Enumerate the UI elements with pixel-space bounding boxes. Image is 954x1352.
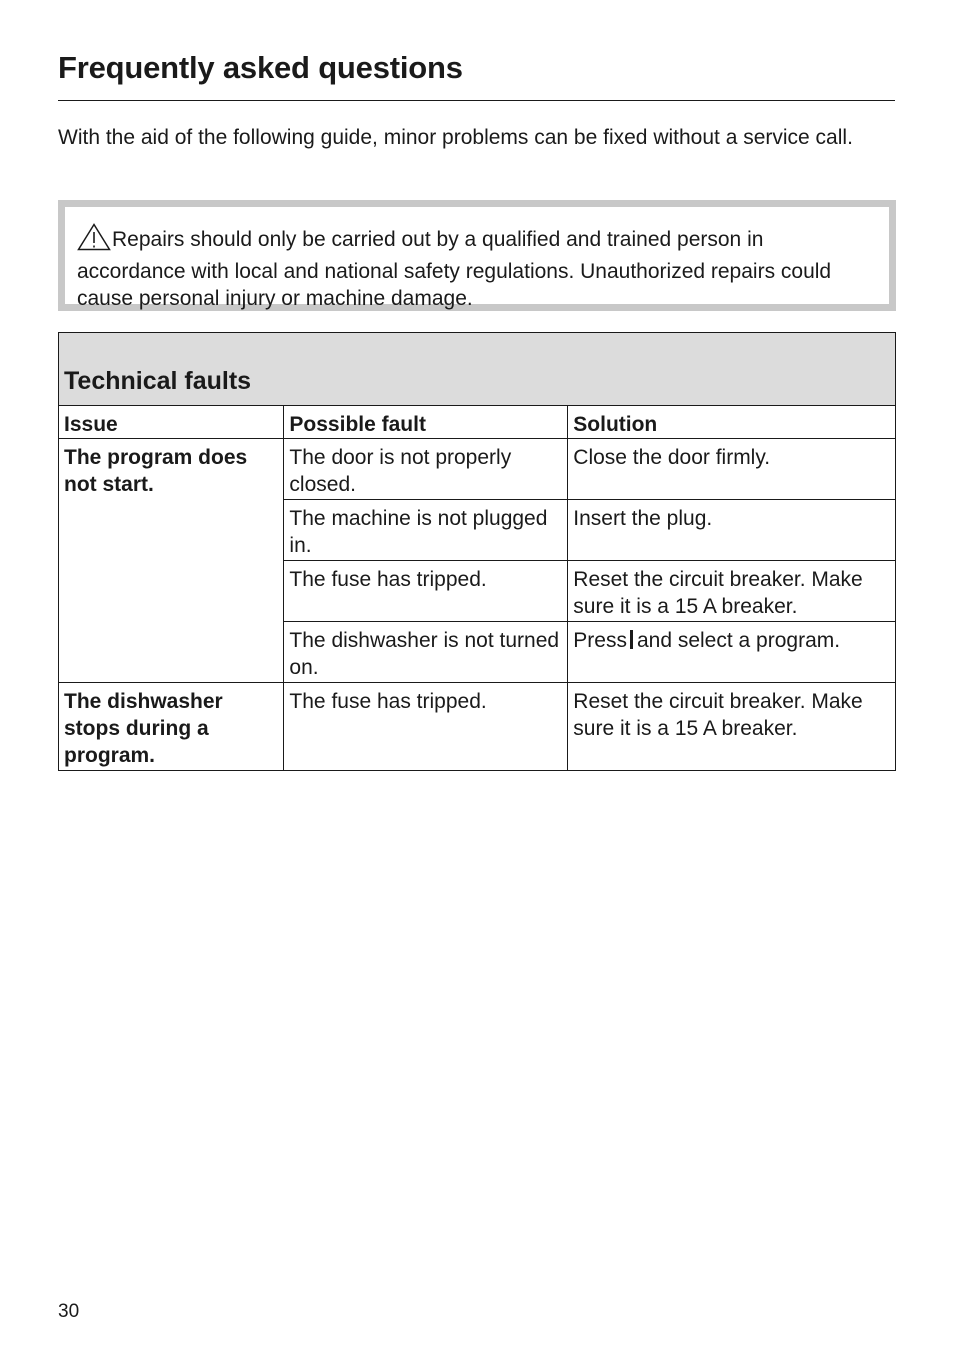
fault-cell: The fuse has tripped. (284, 561, 568, 622)
section-title: Technical faults (59, 333, 896, 406)
intro-paragraph: With the aid of the following guide, minor problems can be fixed without a service call. (58, 126, 853, 149)
fault-cell: The door is not properly closed. (284, 439, 568, 500)
solution-cell: Close the door firmly. (568, 439, 896, 500)
page-number: 30 (58, 1301, 80, 1322)
issue-cell: The program does not start. (59, 439, 284, 683)
column-header-solution: Solution (568, 406, 896, 439)
table-row (59, 683, 896, 771)
issue-cell: The dishwasher stops during a program. (59, 683, 284, 771)
solution-cell: Reset the circuit breaker. Make sure it is a 15 A breaker. (568, 561, 896, 622)
warning-triangle-icon (77, 223, 111, 258)
table-row (59, 439, 896, 500)
title-divider (58, 100, 895, 101)
fault-cell: The machine is not plugged in. (284, 500, 568, 561)
power-switch-icon (630, 630, 633, 649)
technical-faults-table (58, 332, 896, 771)
warning-text: Repairs should only be carried out by a qualified and trained person in accordance with local and national safety regulations. Unauthorized repairs could cause personal injury or machine damage. (77, 228, 832, 310)
fault-cell: The fuse has tripped. (284, 683, 568, 771)
warning-box (58, 200, 896, 311)
solution-cell: Reset the circuit breaker. Make sure it is a 15 A breaker. (568, 683, 896, 771)
column-header-issue: Issue (59, 406, 284, 439)
fault-cell: The dishwasher is not turned on. (284, 622, 568, 683)
solution-cell (568, 622, 896, 683)
solution-text-before: Press (573, 629, 627, 652)
page-title: Frequently asked questions (58, 50, 463, 85)
column-header-fault: Possible fault (284, 406, 568, 439)
solution-cell: Insert the plug. (568, 500, 896, 561)
warning-content (65, 207, 889, 310)
table-header-row (59, 406, 896, 439)
solution-text-after: and select a program. (636, 629, 841, 652)
